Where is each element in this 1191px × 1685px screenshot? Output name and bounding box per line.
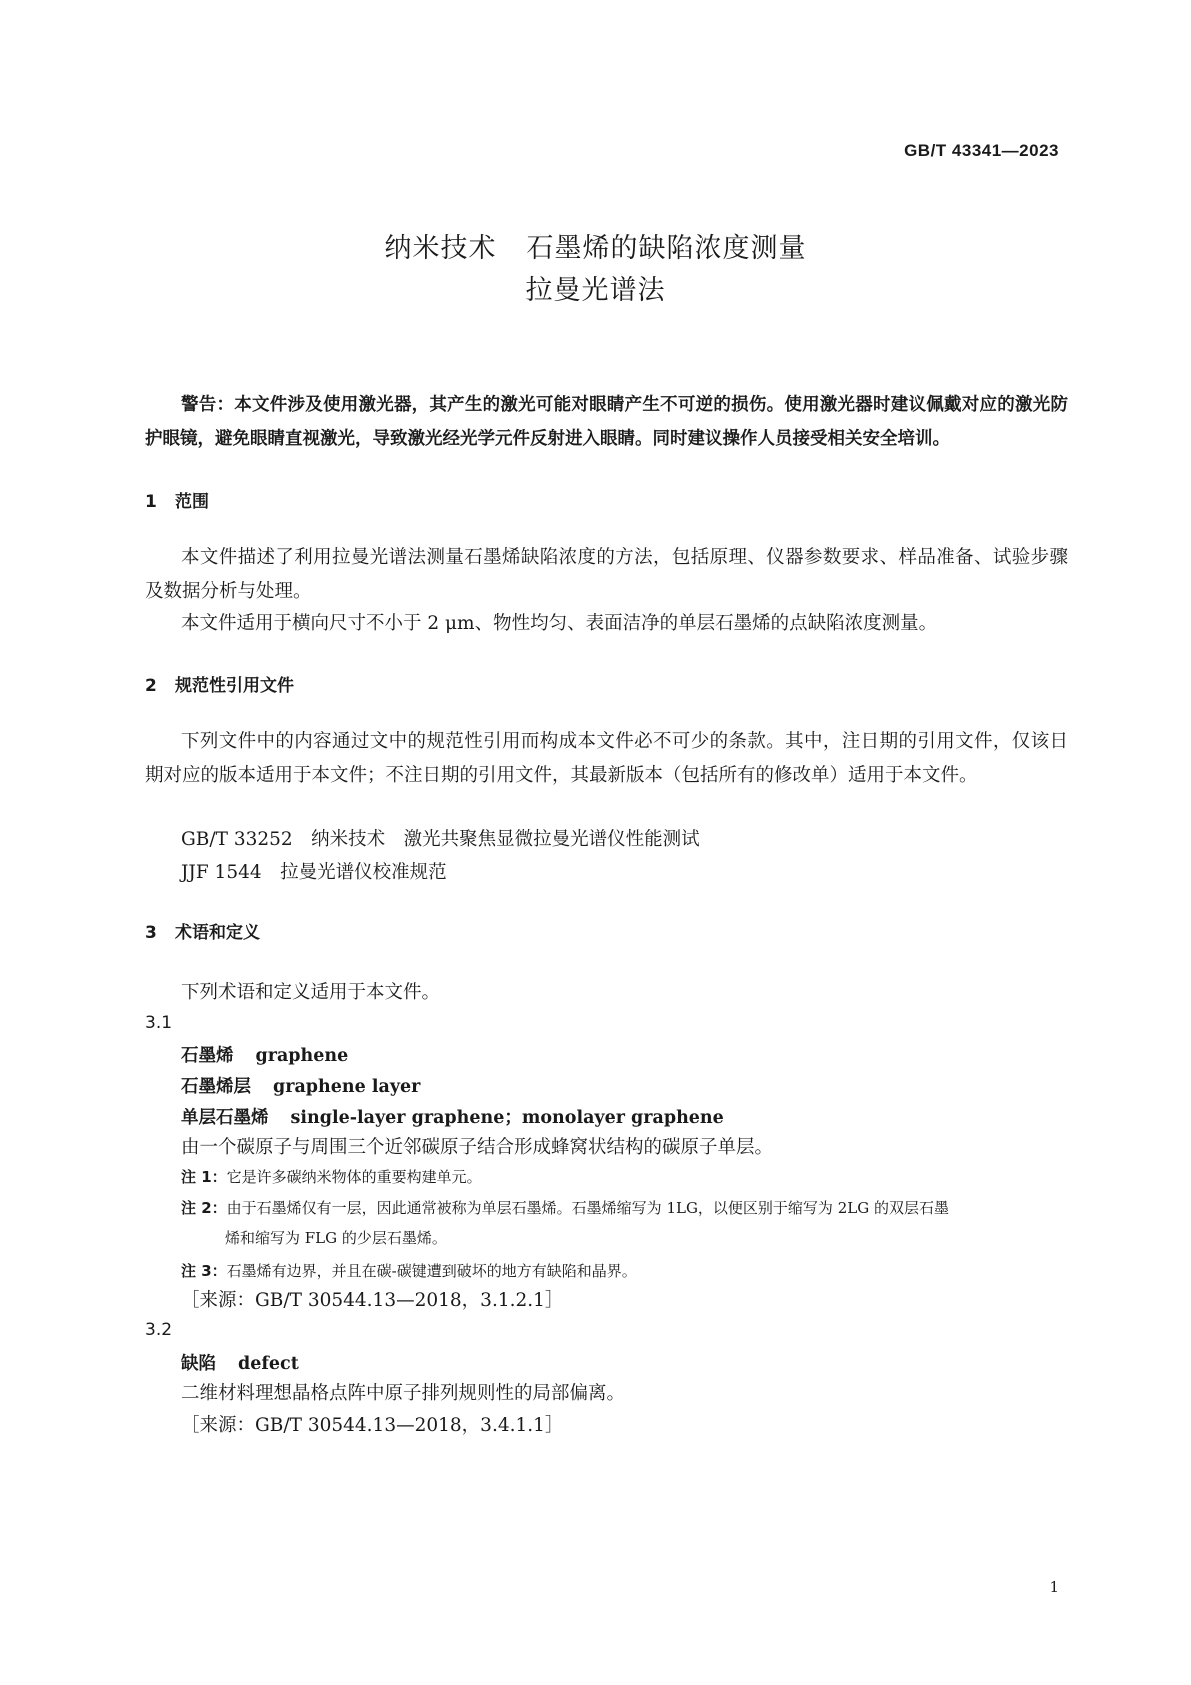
safety-warning: 警告：本文件涉及使用激光器，其产生的激光可能对眼睛产生不可逆的损伤。使用激光器时建议佩戴对应的激光防护眼镜，避免眼睛直视激光，导致激光经光学元件反射进入眼睛。同时建议操作人员接受相关安全培训。 — [145, 395, 1068, 449]
term-zh: 石墨烯 — [181, 1046, 234, 1066]
note-text: 它是许多碳纳米物体的重要构建单元。 — [226, 1168, 482, 1186]
term-definition: 由一个碳原子与周围三个近邻碳原子结合形成蜂窝状结构的碳原子单层。 — [181, 1137, 774, 1158]
term-zh: 单层石墨烯 — [181, 1108, 269, 1128]
note-text: 由于石墨烯仅有一层，因此通常被称为单层石墨烯。石墨烯缩写为 1LG，以便区别于缩写为 2LG 的双层石墨 — [226, 1199, 949, 1217]
reference-item: GB/T 33252 纳米技术 激光共聚焦显微拉曼光谱仪性能测试 — [181, 829, 700, 850]
reference-item: JJF 1544 拉曼光谱仪校准规范 — [181, 862, 447, 883]
note-3 — [181, 1256, 1068, 1286]
section-title: 范围 — [175, 492, 209, 512]
term-entry — [181, 1104, 724, 1129]
normative-refs-paragraph: 下列文件中的内容通过文中的规范性引用而构成本文件必不可少的条款。其中，注日期的引用文件，仅该日期对应的版本适用于本文件；不注日期的引用文件，其最新版本（包括所有的修改单）适用于本文件。 — [145, 731, 1068, 786]
section-number: 2 — [145, 676, 157, 696]
term-en: single-layer graphene；monolayer graphene — [290, 1108, 724, 1128]
note-label: 注 3： — [181, 1262, 227, 1280]
term-zh: 石墨烯层 — [181, 1077, 251, 1097]
term-entry — [181, 1350, 299, 1375]
section-title: 规范性引用文件 — [175, 676, 294, 696]
note-text-continued: 烯和缩写为 FLG 的少层石墨烯。 — [225, 1229, 447, 1247]
title-part-b: 石墨烯的缺陷浓度测量 — [526, 233, 807, 264]
term-zh: 缺陷 — [181, 1354, 216, 1374]
title-part-a: 纳米技术 — [384, 233, 497, 264]
note-label: 注 2： — [181, 1199, 227, 1217]
term-en: defect — [238, 1354, 299, 1374]
section-3-heading — [145, 918, 260, 943]
source-citation: ［来源：GB/T 30544.13—2018，3.1.2.1］ — [181, 1290, 564, 1311]
note-label: 注 1： — [181, 1168, 227, 1186]
note-1 — [181, 1162, 1068, 1192]
title-line-2: 拉曼光谱法 — [525, 275, 666, 306]
term-entry — [181, 1073, 420, 1098]
clause-number: 3.2 — [145, 1320, 173, 1340]
scope-paragraph-2: 本文件适用于横向尺寸不小于 2 μm、物性均匀、表面洁净的单层石墨烯的点缺陷浓度测量。 — [181, 613, 938, 634]
section-number: 3 — [145, 923, 157, 943]
section-title: 术语和定义 — [175, 923, 260, 943]
source-citation: ［来源：GB/T 30544.13—2018，3.4.1.1］ — [181, 1415, 564, 1436]
terms-intro: 下列术语和定义适用于本文件。 — [181, 982, 441, 1003]
section-number: 1 — [145, 492, 157, 512]
note-2 — [181, 1193, 1068, 1253]
note-text: 石墨烯有边界，并且在碳-碳键遭到破坏的地方有缺陷和晶界。 — [226, 1262, 637, 1280]
scope-paragraph-1: 本文件描述了利用拉曼光谱法测量石墨烯缺陷浓度的方法，包括原理、仪器参数要求、样品准备、试验步骤及数据分析与处理。 — [145, 547, 1068, 602]
document-title — [0, 228, 1191, 312]
section-1-heading — [145, 487, 209, 512]
title-line-1 — [0, 228, 1191, 270]
term-definition: 二维材料理想晶格点阵中原子排列规则性的局部偏离。 — [181, 1383, 626, 1404]
standard-code: GB/T 43341—2023 — [904, 141, 1059, 160]
section-2-heading — [145, 671, 294, 696]
term-entry — [181, 1042, 348, 1067]
term-en: graphene layer — [273, 1077, 421, 1097]
page-number: 1 — [1049, 1578, 1059, 1596]
term-en: graphene — [255, 1046, 349, 1066]
clause-number: 3.1 — [145, 1013, 173, 1033]
